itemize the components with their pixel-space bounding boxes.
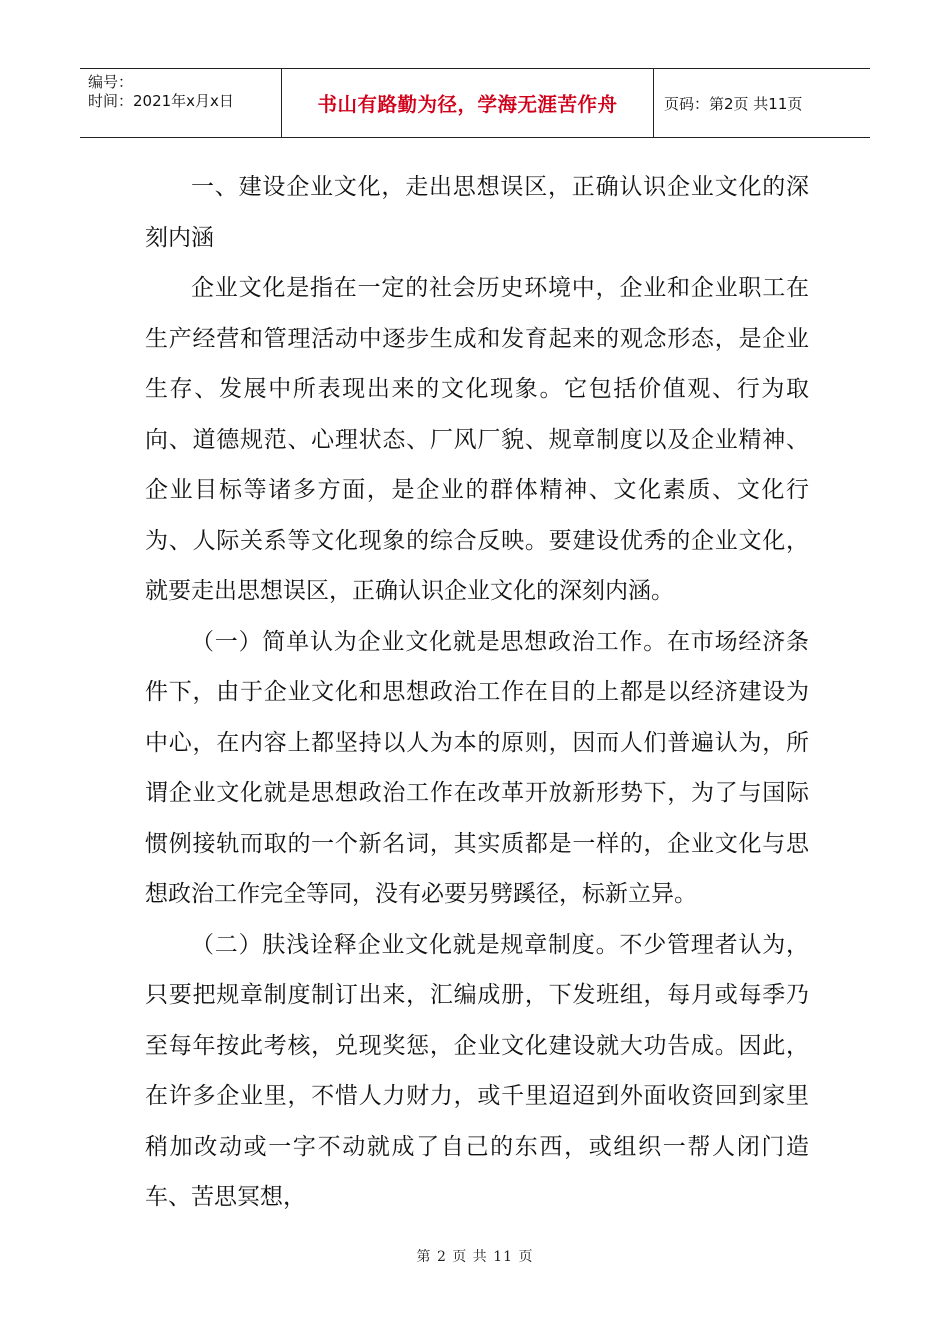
document-body <box>145 162 809 1223</box>
body-paragraph: （二）肤浅诠释企业文化就是规章制度。不少管理者认为，只要把规章制度制订出来，汇编成册，下发班组，每月或每季乃至每年按此考核，兑现奖惩，企业文化建设就大功告成。因此，在许多企业里，不惜人力财力，或千里迢迢到外面收资回到家里稍加改动或一字不动就成了自己的东西，或组织一帮人闭门造车、苦思冥想， <box>145 931 809 1210</box>
header-meta-cell <box>80 69 282 137</box>
body-paragraph: 企业文化是指在一定的社会历史环境中，企业和企业职工在生产经营和管理活动中逐步生成和发育起来的观念形态，是企业生存、发展中所表现出来的文化现象。它包括价值观、行为取向、道德规范、心理状态、厂风厂貌、规章制度以及企业精神、企业目标等诸多方面，是企业的群体精神、文化素质、文化行为、人际关系等文化现象的综合反映。要建设优秀的企业文化，就要走出思想误区，正确认识企业文化的深刻内涵。 <box>145 275 809 604</box>
header-motto: 书山有路勤为径，学海无涯苦作舟 <box>317 93 618 116</box>
page-footer: 第 2 页 共 11 页 <box>416 1249 534 1265</box>
header-page-cell <box>654 69 870 137</box>
document-date-label: 时间：2021年x月x日 <box>88 92 234 110</box>
header-motto-cell <box>282 69 654 137</box>
body-paragraph: （一）简单认为企业文化就是思想政治工作。在市场经济条件下，由于企业文化和思想政治工作在目的上都是以经济建设为中心，在内容上都坚持以人为本的原则，因而人们普遍认为，所谓企业文化就是思想政治工作在改革开放新形势下，为了与国际惯例接轨而取的一个新名词，其实质都是一样的，企业文化与思想政治工作完全等同，没有必要另劈蹊径，标新立异。 <box>145 628 809 907</box>
section-heading: 一、建设企业文化，走出思想误区，正确认识企业文化的深刻内涵 <box>145 174 809 251</box>
header-table <box>80 68 870 138</box>
header-page-info: 页码：第2页 共11页 <box>664 94 803 113</box>
document-number-label: 编号： <box>88 73 134 91</box>
